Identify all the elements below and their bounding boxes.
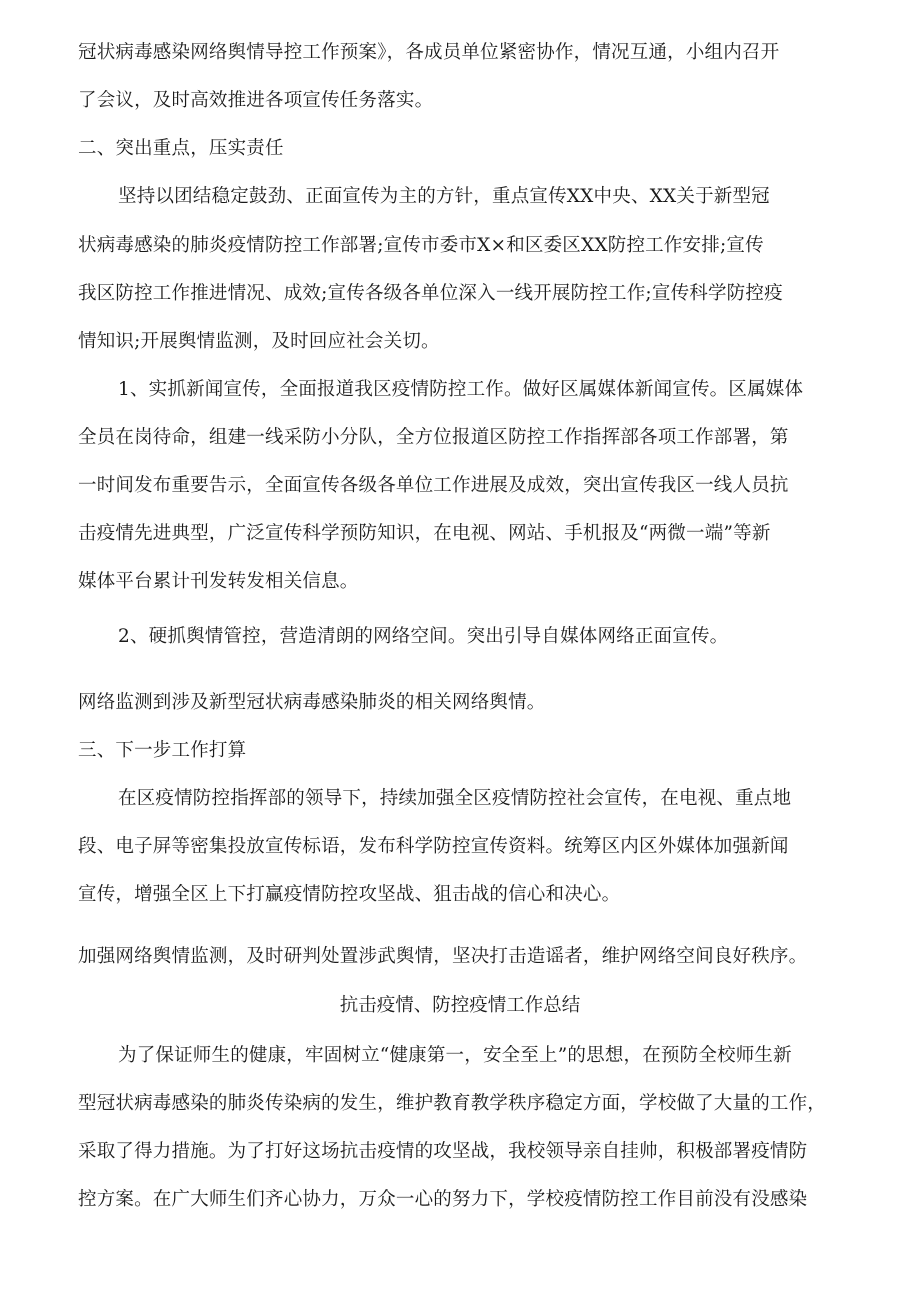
text-line: 1、实抓新闻宣传，全面报道我区疫情防控工作。做好区属媒体新闻宣传。区属媒体 bbox=[118, 379, 804, 400]
text-line: 一时间发布重要告示，全面宣传各级各单位工作进展及成效，突出宣传我区一线人员抗 bbox=[78, 475, 789, 496]
text-line: 情知识;开展舆情监测，及时回应社会关切。 bbox=[78, 331, 440, 352]
text-line: 我区防控工作推进情况、成效;宣传各级各单位深入一线开展防控工作;宣传科学防控疫 bbox=[78, 283, 783, 304]
text-line: 在区疫情防控指挥部的领导下，持续加强全区疫情防控社会宣传，在电视、重点地 bbox=[118, 788, 792, 809]
text-line: 冠状病毒感染网络舆情导控工作预案》，各成员单位紧密协作，情况互通，小组内召开 bbox=[78, 42, 780, 63]
text-line: 段、电子屏等密集投放宣传标语，发布科学防控宣传资料。统筹区内区外媒体加强新闻 bbox=[78, 836, 789, 857]
text-line: 了会议，及时高效推进各项宣传任务落实。 bbox=[78, 90, 434, 111]
text-line: 全员在岗待命，组建一线采防小分队，全方位报道区防控工作指挥部各项工作部署，第 bbox=[78, 427, 789, 448]
text-line: 2、硬抓舆情管控，营造清朗的网络空间。突出引导自媒体网络正面宣传。 bbox=[118, 626, 729, 647]
text-line: 控方案。在广大师生们齐心协力，万众一心的努力下，学校疫情防控工作目前没有没感染 bbox=[78, 1189, 808, 1210]
section-heading: 二、突出重点，压实责任 bbox=[78, 138, 284, 159]
text-line: 宣传，增强全区上下打赢疫情防控攻坚战、狙击战的信心和决心。 bbox=[78, 884, 621, 905]
section-heading: 三、下一步工作打算 bbox=[78, 740, 247, 761]
text-line: 媒体平台累计刊发转发相关信息。 bbox=[78, 571, 359, 592]
text-line: 型冠状病毒感染的肺炎传染病的发生，维护教育教学秩序稳定方面，学校做了大量的工作， bbox=[78, 1093, 827, 1114]
text-line: 为了保证师生的健康，牢固树立“健康第一，安全至上”的思想，在预防全校师生新 bbox=[118, 1045, 792, 1066]
text-line: 击疫情先进典型，广泛宣传科学预防知识，在电视、网站、手机报及“两微一端”等新 bbox=[78, 523, 771, 544]
text-line: 坚持以团结稳定鼓劲、正面宣传为主的方针，重点宣传XX中央、XX关于新型冠 bbox=[118, 186, 770, 207]
text-line: 网络监测到涉及新型冠状病毒感染肺炎的相关网络舆情。 bbox=[78, 692, 546, 713]
text-line: 加强网络舆情监测，及时研判处置涉武舆情，坚决打击造谣者，维护网络空间良好秩序。 bbox=[78, 946, 808, 967]
text-line: 采取了得力措施。为了打好这场抗击疫情的攻坚战，我校领导亲自挂帅，积极部署疫情防 bbox=[78, 1141, 808, 1162]
text-line: 状病毒感染的肺炎疫情防控工作部署;宣传市委市X×和区委区XX防控工作安排;宣传 bbox=[78, 235, 764, 256]
document-title: 抗击疫情、防控疫情工作总结 bbox=[339, 995, 581, 1016]
